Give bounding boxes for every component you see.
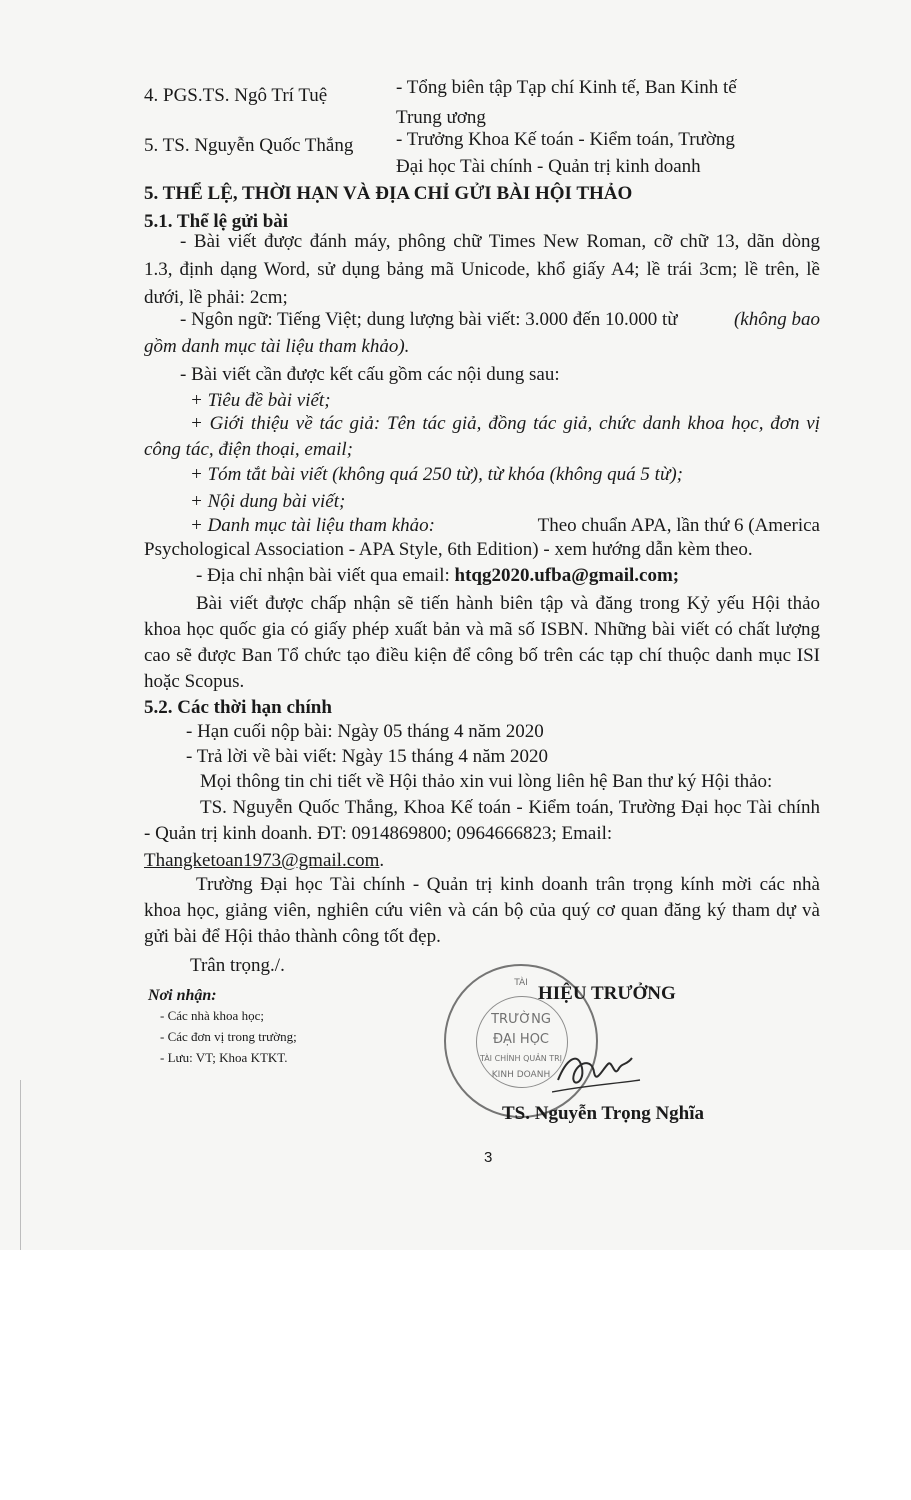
contact-email-period: . (379, 850, 385, 871)
seal-text: KINH DOANH (491, 1070, 551, 1080)
structure-item: + Tóm tắt bài viết (không quá 250 từ), từ khóa (không quá 5 từ); (190, 464, 683, 485)
rule-language (180, 308, 820, 332)
recipient-item: - Lưu: VT; Khoa KTKT. (160, 1050, 288, 1065)
committee-member-role-cont: Đại học Tài chính - Quản trị kinh doanh (396, 156, 701, 177)
committee-member-role-cont: Trung ương (396, 107, 486, 128)
scan-edge-mark (20, 1080, 49, 1250)
invitation-paragraph: Trường Đại học Tài chính - Quản trị kinh doanh trân trọng kính mời các nhà (196, 874, 820, 895)
section-heading: 5. THỂ LỆ, THỜI HẠN VÀ ĐỊA CHỈ GỬI BÀI HỘI THẢO (144, 183, 633, 204)
recipient-item: - Các đơn vị trong trường; (160, 1029, 297, 1044)
seal-text: TÀI CHÍNH QUẢN TRỊ (479, 1054, 563, 1063)
structure-item: + Tiêu đề bài viết; (190, 390, 331, 411)
seal-text: TRƯỜNG (491, 1012, 551, 1027)
contact-details-cont: - Quản trị kinh doanh. ĐT: 0914869800; 0964666823; Email: (144, 823, 613, 844)
subsection-heading: 5.1. Thể lệ gửi bài (144, 211, 289, 232)
structure-item-cont: công tác, điện thoại, email; (144, 439, 353, 460)
recipient-item: - Các nhà khoa học; (160, 1008, 264, 1023)
structure-item (190, 514, 820, 538)
acceptance-paragraph-end: hoặc Scopus. (144, 671, 245, 692)
deadline-item: - Trả lời về bài viết: Ngày 15 tháng 4 năm 2020 (186, 746, 549, 767)
rule-format-end: dưới, lề phải: 2cm; (144, 287, 288, 308)
invitation-paragraph-cont: khoa học, giảng viên, nghiên cứu viên và cán bộ của quý cơ quan đăng ký tham dự và (144, 900, 820, 921)
subsection-heading: 5.2. Các thời hạn chính (144, 697, 332, 718)
contact-email: Thangketoan1973@gmail.com (144, 850, 380, 871)
structure-item-italic: + Danh mục tài liệu tham khảo: (190, 515, 436, 536)
handwritten-signature (552, 1040, 642, 1100)
contact-email-line (144, 849, 384, 873)
structure-item: + Nội dung bài viết; (190, 491, 346, 512)
committee-member-name: 4. PGS.TS. Ngô Trí Tuệ (144, 85, 328, 106)
committee-member-role: - Tổng biên tập Tạp chí Kinh tế, Ban Kinh tế (396, 77, 737, 98)
rule-language-cont: gồm danh mục tài liệu tham khảo). (144, 336, 410, 357)
closing-phrase: Trân trọng./. (190, 955, 285, 976)
acceptance-paragraph: Bài viết được chấp nhận sẽ tiến hành biên tập và đăng trong Kỷ yếu Hội thảo (196, 593, 820, 614)
rule-format-cont: 1.3, định dạng Word, sử dụng bảng mã Unicode, khổ giấy A4; lề trái 3cm; lề trên, lề (144, 259, 820, 280)
structure-item: + Giới thiệu về tác giả: Tên tác giả, đồng tác giả, chức danh khoa học, đơn vị (190, 413, 820, 434)
committee-member-role: - Trưởng Khoa Kế toán - Kiểm toán, Trường (396, 129, 735, 150)
contact-intro: Mọi thông tin chi tiết về Hội thảo xin vui lòng liên hệ Ban thư ký Hội thảo: (200, 771, 773, 792)
submission-email: htqg2020.ufba@gmail.com; (454, 565, 680, 586)
structure-item-text: Theo chuẩn APA, lần thứ 6 (America (537, 515, 820, 536)
email-label: - Địa chỉ nhận bài viết qua email: (196, 565, 450, 586)
recipients-title: Nơi nhận: (148, 987, 217, 1004)
committee-member-name: 5. TS. Nguyễn Quốc Thắng (144, 135, 354, 156)
invitation-paragraph-end: gửi bài để Hội thảo thành công tốt đẹp. (144, 926, 441, 947)
acceptance-paragraph-cont: cao sẽ được Ban Tổ chức tạo điều kiện để công bố trên các tạp chí thuộc danh mục ISI (144, 645, 820, 666)
page-number: 3 (484, 1149, 493, 1166)
signatory-name: TS. Nguyễn Trọng Nghĩa (502, 1103, 705, 1124)
rule-format: - Bài viết được đánh máy, phông chữ Times New Roman, cỡ chữ 13, dãn dòng (180, 231, 820, 252)
acceptance-paragraph-cont: khoa học quốc gia có giấy phép xuất bản và mã số ISBN. Những bài viết có chất lượng (144, 619, 820, 640)
seal-text: ĐẠI HỌC (492, 1032, 550, 1047)
seal-text: TÀI (514, 978, 528, 988)
signatory-position: HIỆU TRƯỞNG (538, 983, 676, 1004)
deadline-item: - Hạn cuối nộp bài: Ngày 05 tháng 4 năm 2020 (186, 721, 544, 742)
rule-language-text: - Ngôn ngữ: Tiếng Việt; dung lượng bài viết: 3.000 đến 10.000 từ (180, 309, 678, 330)
contact-details: TS. Nguyễn Quốc Thắng, Khoa Kế toán - Kiểm toán, Trường Đại học Tài chính (200, 797, 820, 818)
structure-item-cont: Psychological Association - APA Style, 6th Edition) - xem hướng dẫn kèm theo. (144, 539, 753, 560)
email-line (196, 564, 679, 588)
rule-structure: - Bài viết cần được kết cấu gồm các nội dung sau: (180, 364, 560, 385)
rule-language-italic: (không bao (733, 309, 820, 330)
